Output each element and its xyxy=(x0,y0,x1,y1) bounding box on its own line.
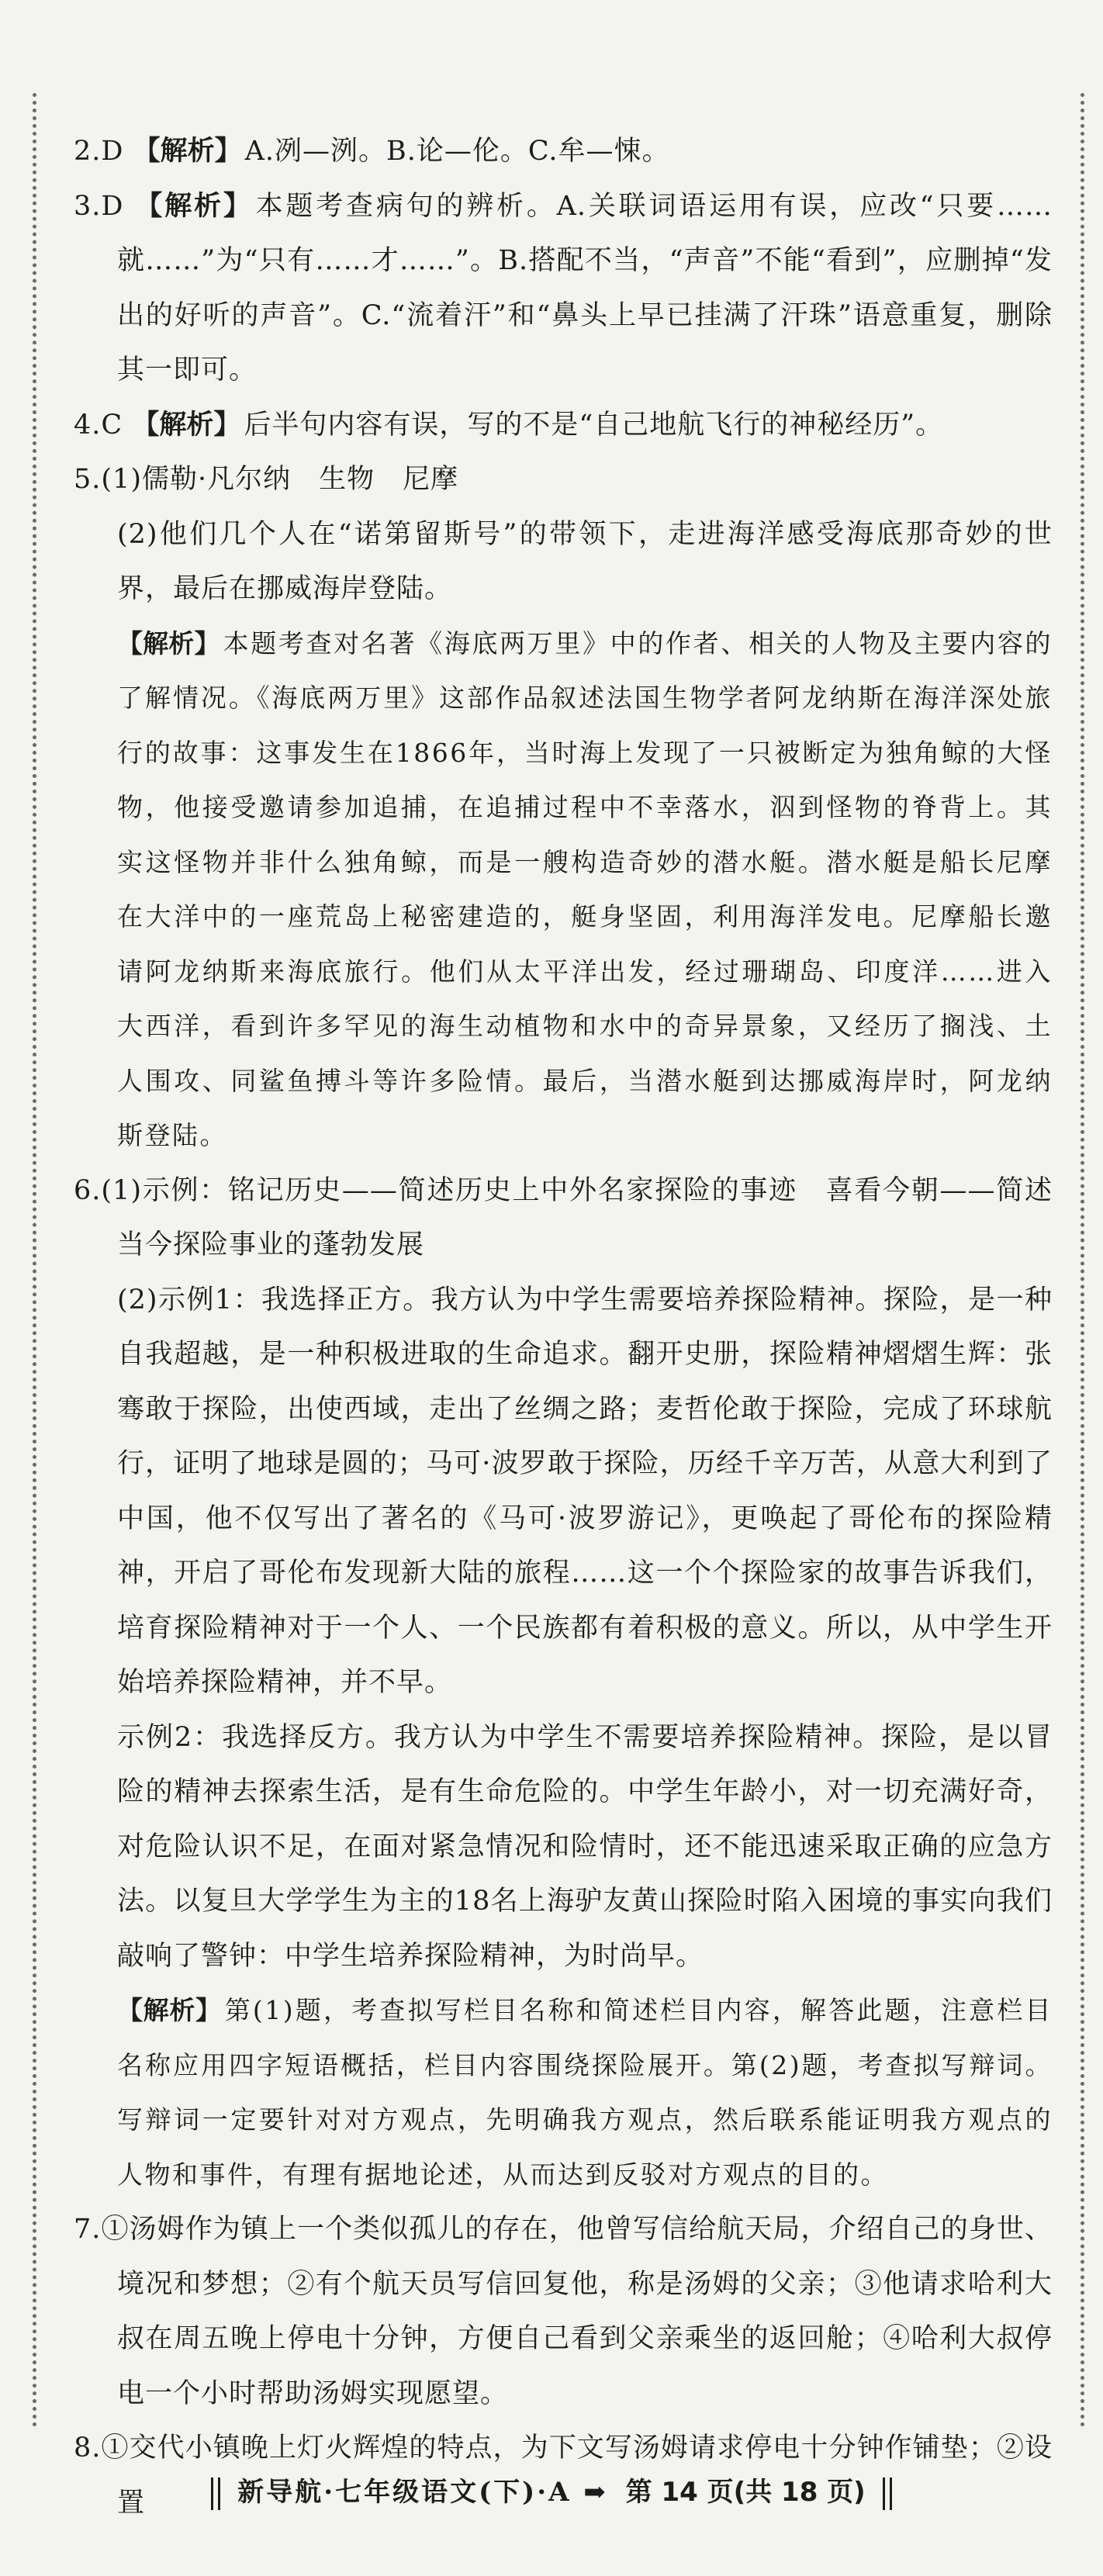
right-dotted-rule xyxy=(1081,93,1084,2429)
item-number: 4. xyxy=(74,409,102,441)
analysis-text: A.冽—洌。B.论—伦。C.牟—悚。 xyxy=(244,136,670,167)
item-number: 3. xyxy=(74,190,102,222)
analysis-text: 第(1)题，考查拟写栏目名称和简述栏目内容，解答此题，注意栏目名称应用四字短语概括，栏目内容围绕探险展开。第(2)题，考查拟写辩词。写辩词一定要针对对方观点，先明确我方观点，然后联系能证明我方观点的人物和事件，有理有据地论述，从而达到反驳对方观点的目的。 xyxy=(117,1995,1053,2190)
answer-item-2 xyxy=(74,124,1053,179)
item-number: 5. xyxy=(74,464,102,495)
answer-item-3 xyxy=(74,179,1053,398)
answer-item-7 xyxy=(74,2202,1053,2421)
item-number: 7. xyxy=(74,2214,102,2245)
sub-answer-2-example-2: 示例2：我选择反方。我方认为中学生不需要培养探险精神。探险，是以冒险的精神去探索生活，是有生命危险的。中学生年龄小，对一切充满好奇，对危险认识不足，在面对紧急情况和险情时，还不能迅速采取正确的应急方法。以复旦大学学生为主的18名上海驴友黄山探险时陷入困境的事实向我们敲响了警钟：中学生培养探险精神，为时尚早。 xyxy=(117,1721,1053,1972)
footer-left-bar xyxy=(211,2477,220,2510)
analysis-text: 后半句内容有误，写的不是“自己地航飞行的神秘经历”。 xyxy=(244,409,944,441)
analysis-text: 本题考查病句的辨析。A.关联词语运用有误，应改“只要……就……”为“只有……才……”。B.搭配不当，“声音”不能“看到”，应删掉“发出的好听的声音”。C.“流着汗”和“鼻头上早已挂满了汗珠”语意重复，删除其一即可。 xyxy=(117,190,1053,386)
sub-answer-1: (1)儒勒·凡尔纳 生物 尼摩 xyxy=(101,464,459,495)
answer-item-4 xyxy=(74,398,1053,453)
answer-item-6 xyxy=(74,1164,1053,1273)
analysis-tag: 【解析】 xyxy=(117,1995,222,2025)
sub-answer-1: (1)示例：铭记历史——简述历史上中外名家探险的事迹 喜看今朝——简述当今探险事业的蓬勃发展 xyxy=(101,1174,1053,1260)
sub-answer-2: (2)他们几个人在“诺第留斯号”的带领下，走进海洋感受海底那奇妙的世界，最后在挪威海岸登陆。 xyxy=(117,518,1053,604)
footer-right-bar xyxy=(883,2477,892,2510)
footer-brand: 新导航·七年级语文(下)·A xyxy=(237,2477,572,2508)
item-number: 6. xyxy=(74,1174,102,1206)
answer-text: ①汤姆作为镇上一个类似孤儿的存在，他曾写信给航天局，介绍自己的身世、境况和梦想；②有个航天员写信回复他，称是汤姆的父亲；③他请求哈利大叔在周五晚上停电十分钟，方便自己看到父亲乘坐的返回舱；④哈利大叔停电一个小时帮助汤姆实现愿望。 xyxy=(101,2214,1053,2409)
sub-answer-2-example-1: (2)示例1：我选择正方。我方认为中学生需要培养探险精神。探险，是一种自我超越，是一种积极进取的生命追求。翻开史册，探险精神熠熠生辉：张骞敢于探险，出使西域，走出了丝绸之路；麦哲伦敢于探险，完成了环球航行，证明了地球是圆的；马可·波罗敢于探险，历经千辛万苦，从意大利到了中国，他不仅写出了著名的《马可·波罗游记》，更唤起了哥伦布的探险精神，开启了哥伦布发现新大陆的旅程……这一个个探险家的故事告诉我们，培育探险精神对于一个人、一个民族都有着积极的意义。所以，从中学生开始培养探险精神，并不早。 xyxy=(117,1284,1053,1698)
page-footer xyxy=(0,2471,1103,2510)
item-number: 2. xyxy=(74,136,102,167)
left-dotted-rule xyxy=(33,93,36,2429)
answer-content xyxy=(74,124,1053,2530)
answer-letter: D xyxy=(101,136,124,167)
item-number: 8. xyxy=(74,2433,102,2464)
analysis-tag: 【解析】 xyxy=(132,409,241,441)
analysis-block xyxy=(74,1983,1053,2202)
arrow-right-icon: ➡ xyxy=(583,2477,606,2508)
analysis-block xyxy=(74,617,1053,1164)
analysis-tag: 【解析】 xyxy=(135,190,253,222)
answer-text: ①交代小镇晚上灯火辉煌的特点，为下文写汤姆请求停电十分钟作铺垫；②设置 xyxy=(101,2433,1053,2519)
analysis-tag: 【解析】 xyxy=(133,136,242,167)
answer-letter: D xyxy=(101,190,124,222)
answer-item-5 xyxy=(74,452,1053,507)
answer-letter: C xyxy=(101,409,123,441)
page-number: 第 14 页(共 18 页) xyxy=(625,2477,866,2508)
analysis-tag: 【解析】 xyxy=(117,628,220,659)
analysis-text: 本题考查对名著《海底两万里》中的作者、相关的人物及主要内容的了解情况。《海底两万里》这部作品叙述法国生物学者阿龙纳斯在海洋深处旅行的故事：这事发生在1866年，当时海上发现了一只被断定为独角鲸的大怪物，他接受邀请参加追捕，在追捕过程中不幸落水，泅到怪物的脊背上。其实这怪物并非什么独角鲸，而是一艘构造奇妙的潜水艇。潜水艇是船长尼摩在大洋中的一座荒岛上秘密建造的，艇身坚固，利用海洋发电。尼摩船长邀请阿龙纳斯来海底旅行。他们从太平洋出发，经过珊瑚岛、印度洋……进入大西洋，看到许多罕见的海生动植物和水中的奇异景象，又经历了搁浅、土人围攻、同鲨鱼搏斗等许多险情。最后，当潜水艇到达挪威海岸时，阿龙纳斯登陆。 xyxy=(117,628,1053,1150)
